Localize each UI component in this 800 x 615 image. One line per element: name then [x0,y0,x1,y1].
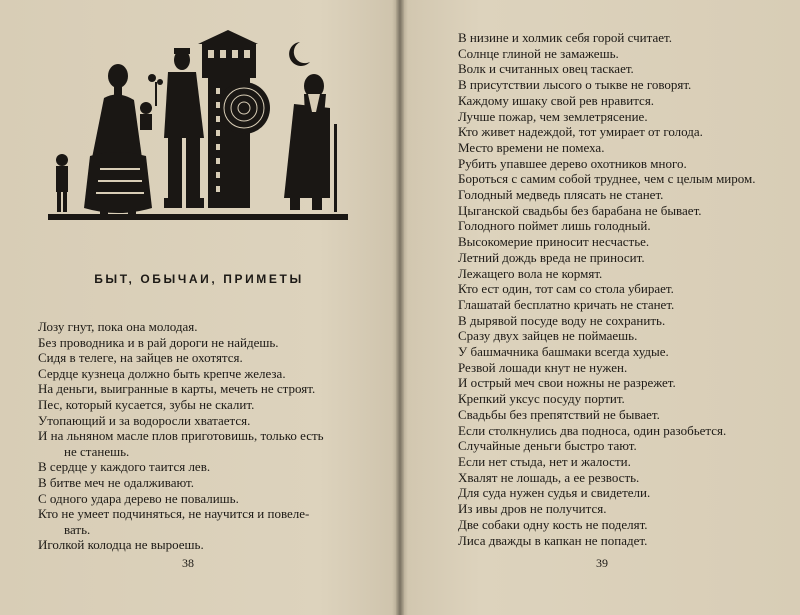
proverb-line: вать. [64,521,91,537]
proverb-line: Случайные деньги быстро тают. [458,438,637,454]
proverb-line: Солнце глиной не замажешь. [458,45,619,61]
proverb-line: Сидя в телеге, на зайцев не охотятся. [38,350,243,366]
proverb-line: В битве меч не одалживают. [38,474,194,490]
proverb-line: Место времени не помеха. [458,139,605,155]
proverb-line: Глашатай бесплатно кричать не станет. [458,296,675,312]
proverb-line: В сердце у каждого таится лев. [38,459,211,475]
proverb-line: Для суда нужен судья и свидетели. [458,485,651,501]
proverb-list-right [458,30,755,548]
proverb-line: Летний дождь вреда не приносит. [458,249,645,265]
proverb-line: Лучше пожар, чем землетрясение. [458,108,648,124]
page-number-left: 38 [182,556,194,570]
proverb-line: Если столкнулись два подноса, один разобьется. [458,422,727,438]
proverb-line: Голодного поймет лишь голодный. [458,218,651,234]
woodcut-illustration [48,28,348,228]
proverb-line: Свадьбы без препятствий не бывает. [458,406,660,422]
proverb-line: У башмачника башмаки всегда худые. [458,344,669,360]
proverb-line: В низине и холмик себя горой считает. [458,30,672,45]
proverb-line: не станешь. [64,443,130,459]
proverb-line: В присутствии лысого о тыкве не говорят. [458,77,692,93]
proverb-line: Кто не умеет подчиняться, не научится и повеле- [38,506,310,522]
proverb-line: Волк и считанных овец таскает. [458,61,634,77]
proverb-line: Кто ест один, тот сам со стола убирает. [458,281,674,297]
proverb-line: Кто живет надеждой, тот умирает от голода. [458,124,703,140]
proverb-line: На деньги, выигранные в карты, мечеть не строят. [38,381,316,397]
proverb-line: Сразу двух зайцев не поймаешь. [458,328,638,344]
proverb-line: Резвой лошади кнут не нужен. [458,359,628,375]
proverb-line: С одного удара дерево не повалишь. [38,490,239,506]
proverb-line: Без проводника и в рай дороги не найдешь. [38,334,279,350]
proverb-line: Если нет стыда, нет и жалости. [458,453,631,469]
proverb-line: Каждому ишаку свой рев нравится. [458,92,655,108]
proverb-line: И на льняном масле плов приготовишь, только есть [38,428,324,444]
proverb-line: Хвалят не лошадь, а ее резвость. [458,469,640,485]
proverb-line: И острый меч свои ножны не разрежет. [458,375,676,391]
page-number-right: 39 [596,556,608,570]
proverb-line: Лежащего вола не кормят. [458,265,603,281]
proverb-line: Сердце кузнеца должно быть крепче железа. [38,365,286,381]
proverb-line: Лозу гнут, пока она молодая. [38,319,198,334]
proverb-line: Из ивы дров не получится. [458,501,607,517]
right-page [402,0,800,615]
section-title: БЫТ, ОБЫЧАИ, ПРИМЕТЫ [94,272,304,286]
left-page [0,0,398,615]
proverb-line: Бороться с самим собой труднее, чем с целым миром. [458,171,756,187]
proverb-line: В дырявой посуде воду не сохранить. [458,312,666,328]
proverb-line: Пес, который кусается, зубы не скалит. [38,396,255,412]
proverb-line: Голодный медведь плясать не станет. [458,187,664,203]
proverb-line: Крепкий уксус посуду портит. [458,391,625,407]
proverb-line: Высокомерие приносит несчастье. [458,234,650,250]
proverb-line: Две собаки одну кость не поделят. [458,516,648,532]
proverb-line: Рубить упавшее дерево охотников много. [458,155,687,171]
proverb-list-left [38,319,324,553]
proverb-line: Утопающий и за водоросли хватается. [38,412,251,428]
proverb-line: Лиса дважды в капкан не попадет. [458,532,648,548]
proverb-line: Цыганской свадьбы без барабана не бывает. [458,202,702,218]
proverb-line: Иголкой колодца не выроешь. [38,537,204,553]
